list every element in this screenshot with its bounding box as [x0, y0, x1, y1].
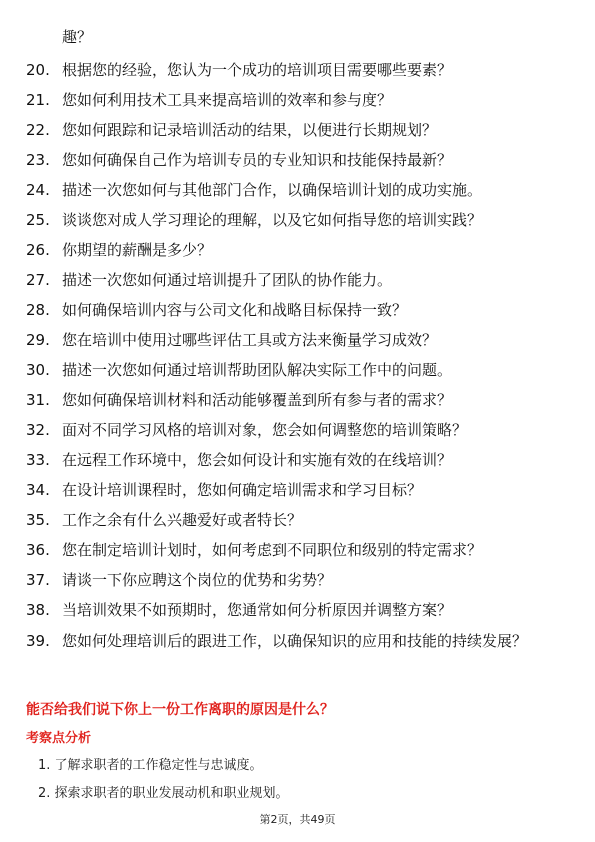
list-item	[26, 330, 566, 350]
question-text: 您如何确保自己作为培训专员的专业知识和技能保持最新？	[62, 151, 453, 169]
question-text: 在远程工作环境中，您会如何设计和实施有效的在线培训？	[62, 451, 453, 469]
list-item	[26, 540, 566, 560]
continued-question-text: 趣？	[62, 28, 93, 46]
list-item	[26, 390, 566, 410]
list-item	[26, 360, 566, 380]
question-text: 工作之余有什么兴趣爱好或者特长？	[62, 511, 303, 529]
question-number: 34.	[26, 481, 50, 499]
analysis-point: 2. 探索求职者的职业发展动机和职业规划。	[38, 786, 289, 801]
question-number: 28.	[26, 301, 50, 319]
question-text: 描述一次您如何通过培训帮助团队解决实际工作中的问题。	[62, 361, 453, 379]
question-number: 22.	[26, 121, 50, 139]
list-item	[26, 120, 566, 140]
question-number: 20.	[26, 61, 50, 79]
question-text: 面对不同学习风格的培训对象，您会如何调整您的培训策略？	[62, 421, 468, 439]
list-item	[26, 240, 566, 260]
question-text: 您如何跟踪和记录培训活动的结果，以便进行长期规划？	[62, 121, 438, 139]
question-number: 23.	[26, 151, 50, 169]
question-text: 如何确保培训内容与公司文化和战略目标保持一致？	[62, 301, 408, 319]
question-text: 谈谈您对成人学习理论的理解，以及它如何指导您的培训实践？	[62, 211, 483, 229]
question-text: 您如何确保培训材料和活动能够覆盖到所有参与者的需求？	[62, 391, 453, 409]
list-item	[26, 150, 566, 170]
section-heading: 能否给我们说下你上一份工作离职的原因是什么？	[26, 702, 334, 718]
list-item	[26, 600, 566, 620]
question-number: 39.	[26, 632, 50, 650]
question-number: 27.	[26, 271, 50, 289]
list-item	[26, 630, 566, 652]
question-text: 您在制定培训计划时，如何考虑到不同职位和级别的特定需求？	[62, 541, 483, 559]
list-item	[26, 300, 566, 320]
question-text: 描述一次您如何与其他部门合作，以确保培训计划的成功实施。	[62, 181, 483, 199]
question-text: 您在培训中使用过哪些评估工具或方法来衡量学习成效？	[62, 331, 438, 349]
list-item	[26, 180, 566, 200]
question-number: 25.	[26, 211, 50, 229]
list-item	[26, 210, 566, 230]
list-item	[26, 270, 566, 290]
question-number: 30.	[26, 361, 50, 379]
question-number: 21.	[26, 91, 50, 109]
question-text: 您如何利用技术工具来提高培训的效率和参与度？	[62, 91, 393, 109]
question-number: 36.	[26, 541, 50, 559]
list-item	[26, 480, 566, 500]
question-text: 在设计培训课程时，您如何确定培训需求和学习目标？	[62, 481, 423, 499]
list-item	[26, 450, 566, 470]
list-item	[26, 90, 566, 110]
analysis-point: 1. 了解求职者的工作稳定性与忠诚度。	[38, 758, 263, 773]
question-text: 您如何处理培训后的跟进工作，以确保知识的应用和技能的持续发展？	[62, 632, 528, 650]
question-number: 35.	[26, 511, 50, 529]
question-number: 38.	[26, 601, 50, 619]
page-footer: 第2页，共49页	[259, 813, 336, 826]
question-text: 请谈一下你应聘这个岗位的优势和劣势？	[62, 571, 333, 589]
question-number: 24.	[26, 181, 50, 199]
list-item	[26, 60, 566, 80]
question-text: 根据您的经验，您认为一个成功的培训项目需要哪些要素？	[62, 61, 453, 79]
question-text: 当培训效果不如预期时，您通常如何分析原因并调整方案？	[62, 601, 453, 619]
question-list	[26, 60, 566, 662]
question-number: 29.	[26, 331, 50, 349]
question-number: 33.	[26, 451, 50, 469]
question-number: 31.	[26, 391, 50, 409]
list-item	[26, 510, 566, 530]
question-number: 37.	[26, 571, 50, 589]
list-item	[26, 570, 566, 590]
question-text: 描述一次您如何通过培训提升了团队的协作能力。	[62, 271, 393, 289]
analysis-subheading: 考察点分析	[26, 731, 92, 746]
question-number: 32.	[26, 421, 50, 439]
question-text: 你期望的薪酬是多少？	[62, 241, 213, 259]
list-item	[26, 420, 566, 440]
question-number: 26.	[26, 241, 50, 259]
